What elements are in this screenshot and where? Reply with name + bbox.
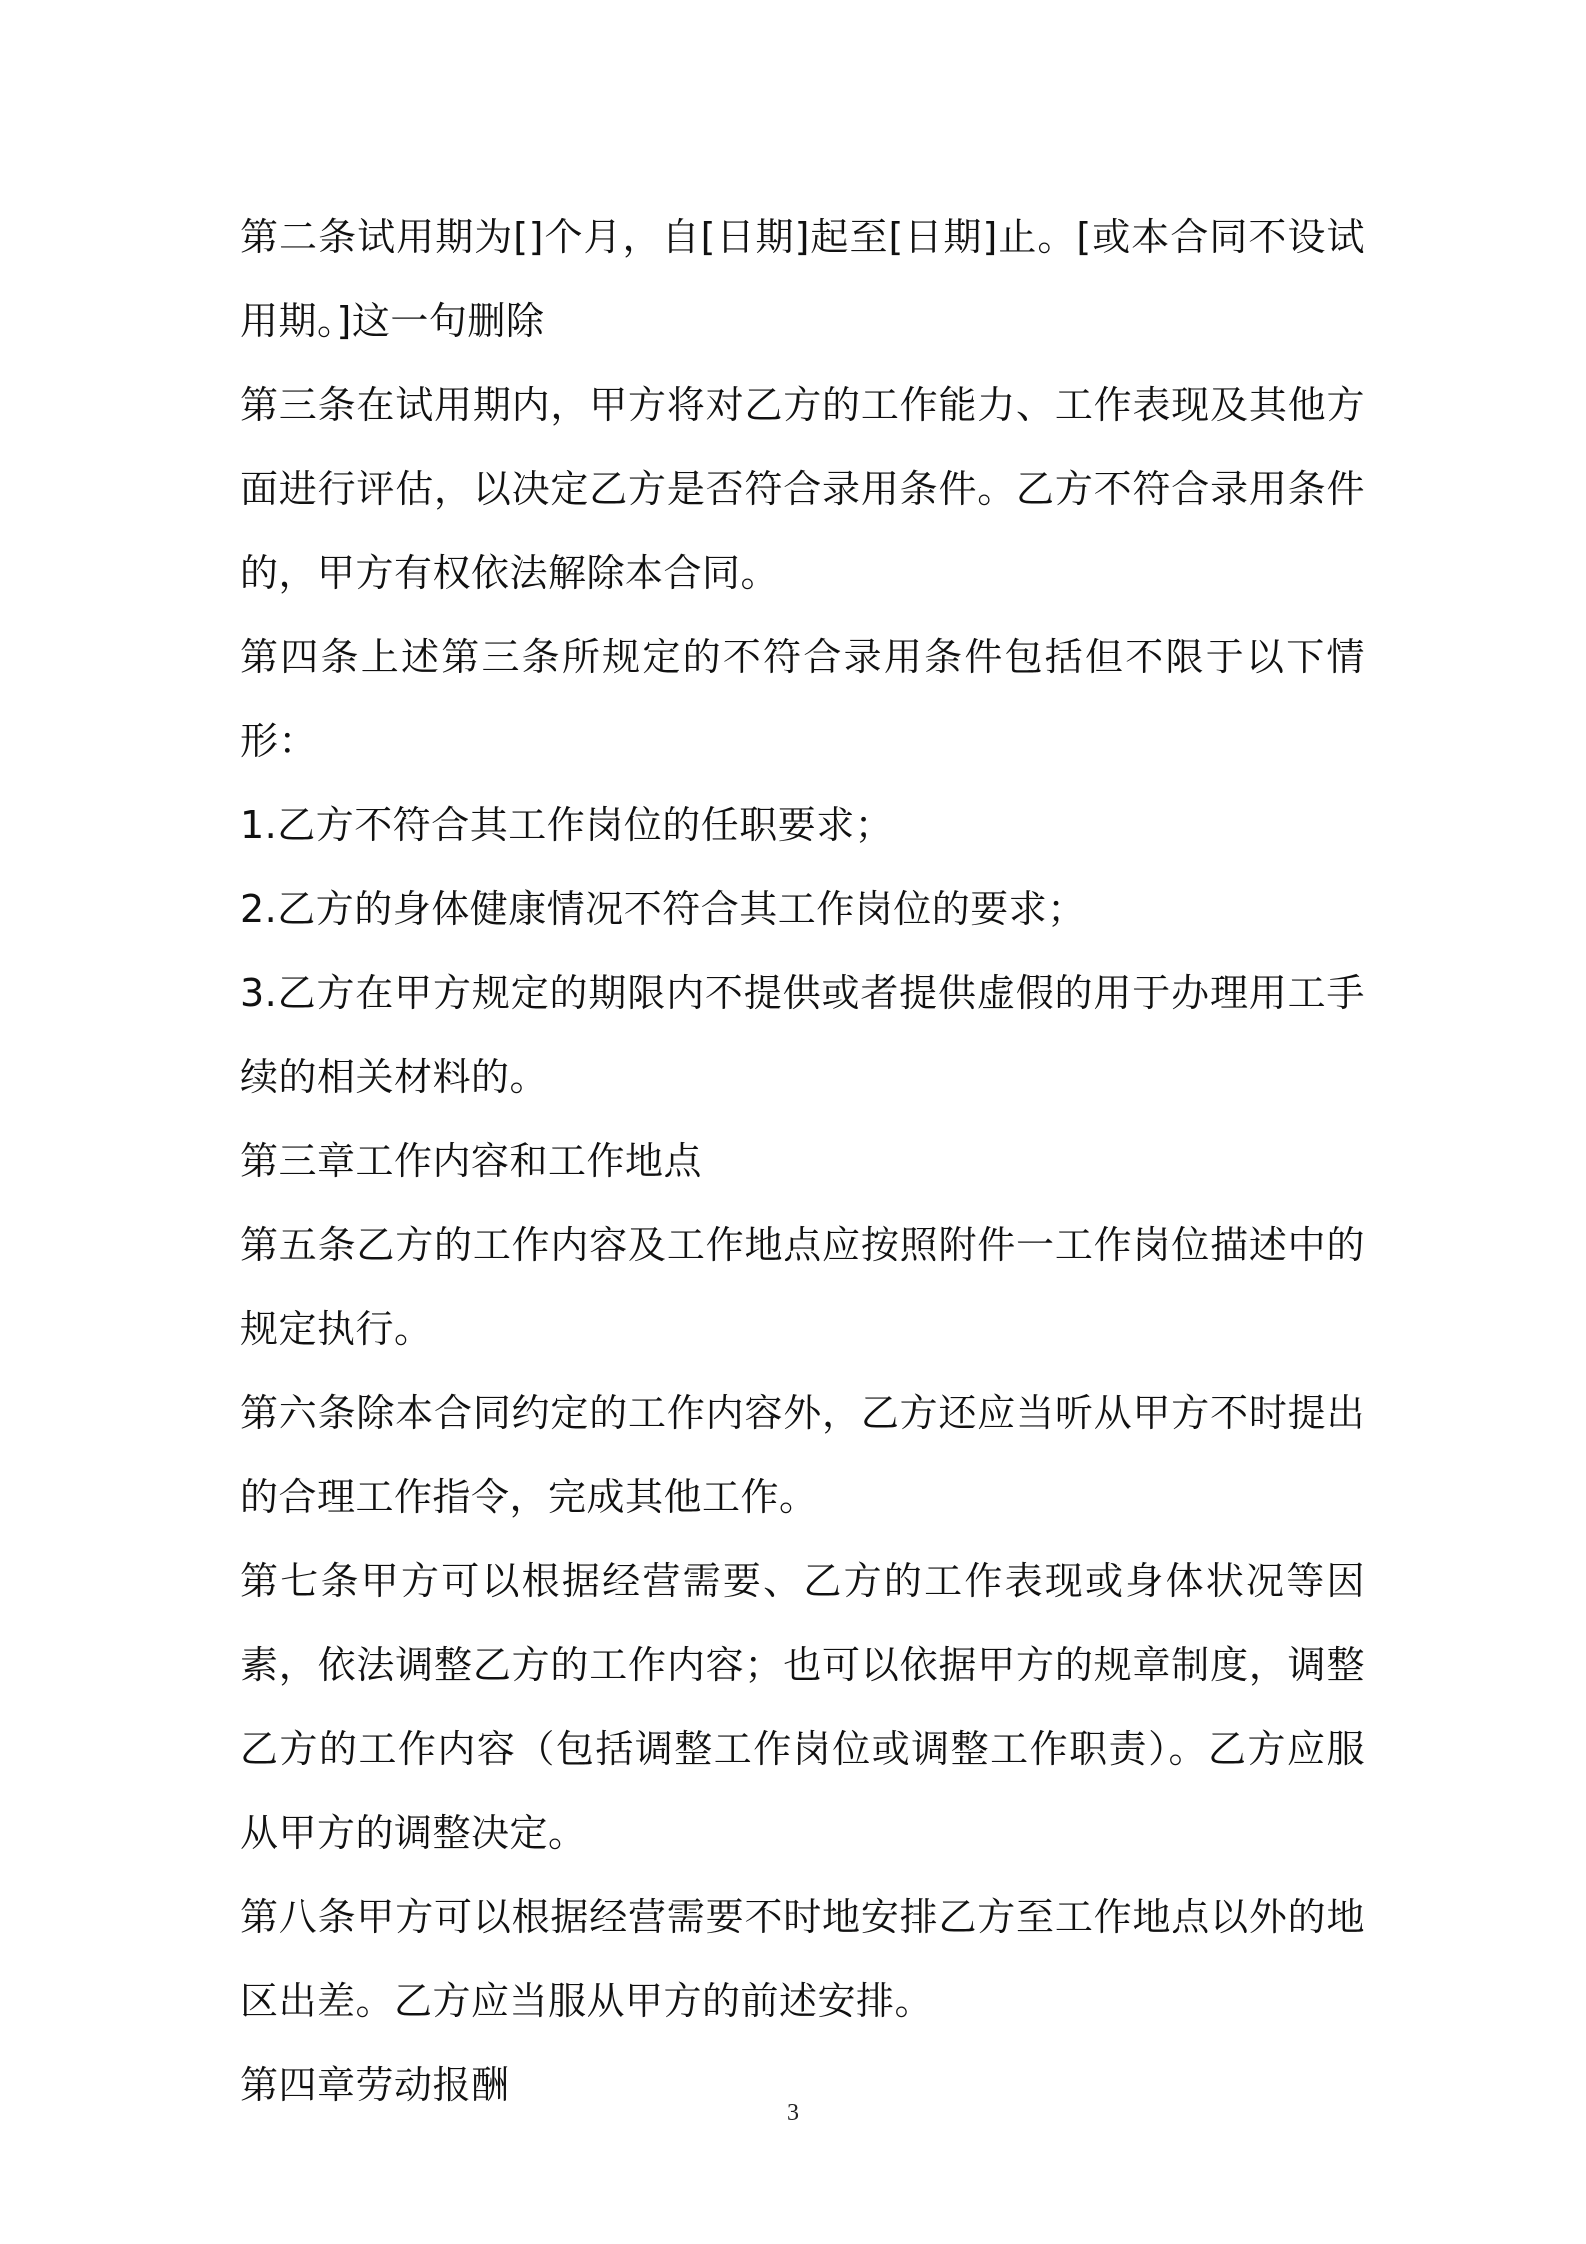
- clause-6-other-work: 第六条除本合同约定的工作内容外，乙方还应当听从甲方不时提出的合理工作指令，完成其他工作。: [240, 1391, 1365, 1519]
- clause-2-probation-period: 第二条试用期为[]个月，自[日期]起至[日期]止。[或本合同不设试用期。]这一句删除: [240, 215, 1365, 343]
- list-item-1: 1.乙方不符合其工作岗位的任职要求；: [240, 803, 894, 847]
- clause-4-nonconformity-conditions: 第四条上述第三条所规定的不符合录用条件包括但不限于以下情形：: [240, 635, 1365, 763]
- clause-5-work-content: 第五条乙方的工作内容及工作地点应按照附件一工作岗位描述中的规定执行。: [240, 1223, 1365, 1351]
- document-body: [240, 195, 1365, 2127]
- clause-7-adjustment: 第七条甲方可以根据经营需要、乙方的工作表现或身体状况等因素，依法调整乙方的工作内容；也可以依据甲方的规章制度，调整乙方的工作内容（包括调整工作岗位或调整工作职责）。乙方应服从甲方的调整决定。: [240, 1559, 1365, 1855]
- chapter-4-heading: 第四章劳动报酬: [240, 2063, 510, 2107]
- list-item-2: 2.乙方的身体健康情况不符合其工作岗位的要求；: [240, 887, 1086, 931]
- clause-8-business-travel: 第八条甲方可以根据经营需要不时地安排乙方至工作地点以外的地区出差。乙方应当服从甲方的前述安排。: [240, 1895, 1365, 2023]
- page-number: 3: [787, 2100, 799, 2126]
- clause-3-probation-evaluation: 第三条在试用期内，甲方将对乙方的工作能力、工作表现及其他方面进行评估，以决定乙方是否符合录用条件。乙方不符合录用条件的，甲方有权依法解除本合同。: [240, 383, 1365, 595]
- list-item-3: 3.乙方在甲方规定的期限内不提供或者提供虚假的用于办理用工手续的相关材料的。: [240, 971, 1365, 1099]
- chapter-3-heading: 第三章工作内容和工作地点: [240, 1139, 703, 1183]
